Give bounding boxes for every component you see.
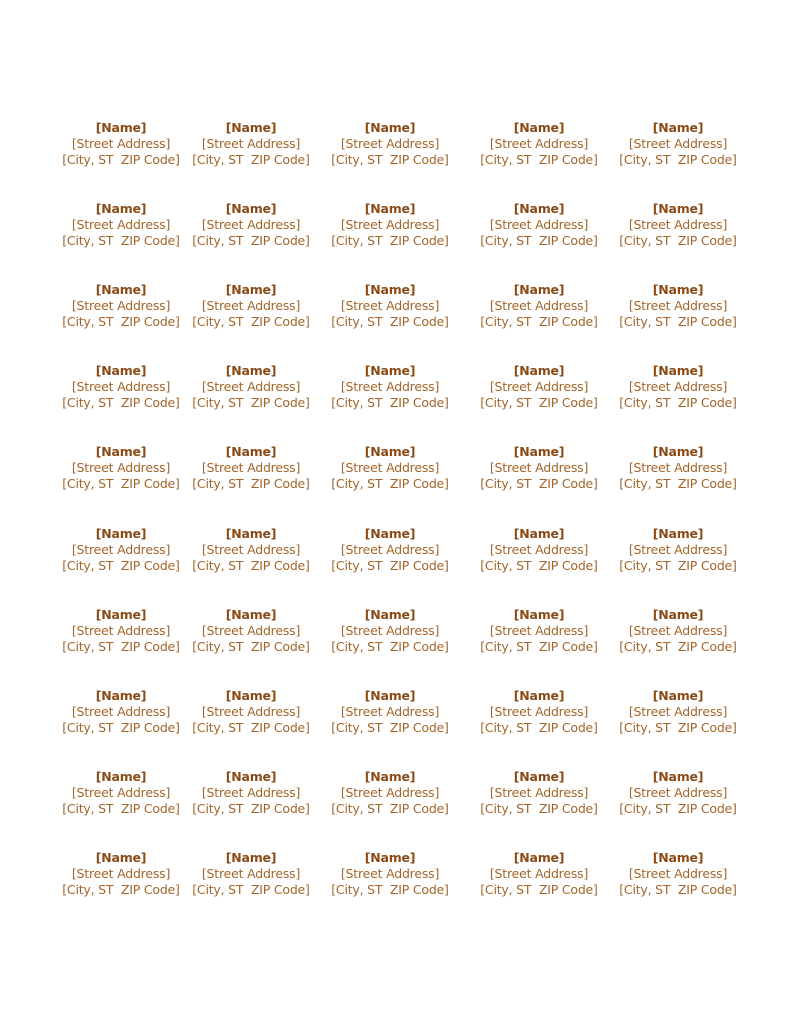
label-name: [Name] <box>95 687 147 703</box>
label-street-address: [Street Address] <box>340 622 440 638</box>
label-name: [Name] <box>225 606 277 622</box>
label-city-state-zip: [City, ST ZIP Code] <box>331 557 449 573</box>
label-name: [Name] <box>652 849 704 865</box>
label-city-state-zip: [City, ST ZIP Code] <box>62 800 180 816</box>
label-city-state-zip: [City, ST ZIP Code] <box>331 233 449 249</box>
label-street-address: [Street Address] <box>201 865 301 881</box>
label-street-address: [Street Address] <box>628 379 728 395</box>
address-label[interactable] <box>51 688 191 736</box>
address-label[interactable] <box>320 607 460 655</box>
label-city-state-zip: [City, ST ZIP Code] <box>619 557 737 573</box>
label-street-address: [Street Address] <box>489 136 589 151</box>
address-label[interactable] <box>320 850 460 898</box>
label-name: [Name] <box>225 687 277 703</box>
address-label[interactable] <box>608 282 748 330</box>
address-label[interactable] <box>51 526 191 574</box>
label-name: [Name] <box>225 363 277 379</box>
label-street-address: [Street Address] <box>628 865 728 881</box>
label-name: [Name] <box>225 525 277 541</box>
label-city-state-zip: [City, ST ZIP Code] <box>192 152 310 167</box>
address-label[interactable] <box>608 120 748 168</box>
label-name: [Name] <box>95 525 147 541</box>
label-name: [Name] <box>364 606 416 622</box>
label-city-state-zip: [City, ST ZIP Code] <box>62 152 180 167</box>
label-street-address: [Street Address] <box>201 541 301 557</box>
address-label[interactable] <box>320 201 460 249</box>
address-label[interactable] <box>320 769 460 817</box>
label-name: [Name] <box>225 282 277 298</box>
address-label[interactable] <box>51 282 191 330</box>
label-street-address: [Street Address] <box>489 298 589 314</box>
address-label[interactable] <box>608 769 748 817</box>
label-city-state-zip: [City, ST ZIP Code] <box>62 476 180 492</box>
address-label[interactable] <box>469 444 609 492</box>
label-street-address: [Street Address] <box>489 865 589 881</box>
label-street-address: [Street Address] <box>71 541 171 557</box>
label-name: [Name] <box>95 849 147 865</box>
label-street-address: [Street Address] <box>340 217 440 233</box>
label-street-address: [Street Address] <box>201 622 301 638</box>
label-street-address: [Street Address] <box>71 136 171 151</box>
label-name: [Name] <box>364 768 416 784</box>
label-city-state-zip: [City, ST ZIP Code] <box>192 395 310 411</box>
label-street-address: [Street Address] <box>340 136 440 151</box>
label-city-state-zip: [City, ST ZIP Code] <box>331 719 449 735</box>
label-street-address: [Street Address] <box>628 541 728 557</box>
label-city-state-zip: [City, ST ZIP Code] <box>192 476 310 492</box>
address-label[interactable] <box>51 607 191 655</box>
label-name: [Name] <box>652 606 704 622</box>
address-label[interactable] <box>469 850 609 898</box>
label-city-state-zip: [City, ST ZIP Code] <box>619 395 737 411</box>
label-city-state-zip: [City, ST ZIP Code] <box>62 395 180 411</box>
address-label[interactable] <box>320 120 460 168</box>
address-label[interactable] <box>181 444 321 492</box>
label-city-state-zip: [City, ST ZIP Code] <box>480 233 598 249</box>
label-city-state-zip: [City, ST ZIP Code] <box>480 638 598 654</box>
label-name: [Name] <box>364 444 416 460</box>
label-city-state-zip: [City, ST ZIP Code] <box>619 233 737 249</box>
label-city-state-zip: [City, ST ZIP Code] <box>62 719 180 735</box>
address-label[interactable] <box>51 850 191 898</box>
label-street-address: [Street Address] <box>628 136 728 151</box>
label-name: [Name] <box>95 606 147 622</box>
label-street-address: [Street Address] <box>628 784 728 800</box>
label-street-address: [Street Address] <box>201 217 301 233</box>
label-city-state-zip: [City, ST ZIP Code] <box>480 314 598 330</box>
label-name: [Name] <box>95 120 147 135</box>
address-label[interactable] <box>51 201 191 249</box>
label-name: [Name] <box>652 444 704 460</box>
address-label[interactable] <box>181 850 321 898</box>
label-name: [Name] <box>225 768 277 784</box>
label-name: [Name] <box>652 525 704 541</box>
label-city-state-zip: [City, ST ZIP Code] <box>62 314 180 330</box>
address-label[interactable] <box>320 688 460 736</box>
label-street-address: [Street Address] <box>201 136 301 151</box>
label-city-state-zip: [City, ST ZIP Code] <box>331 476 449 492</box>
label-name: [Name] <box>364 201 416 217</box>
address-label[interactable] <box>469 201 609 249</box>
address-label[interactable] <box>181 607 321 655</box>
label-name: [Name] <box>364 120 416 135</box>
label-name: [Name] <box>513 525 565 541</box>
label-street-address: [Street Address] <box>71 865 171 881</box>
label-street-address: [Street Address] <box>71 379 171 395</box>
label-street-address: [Street Address] <box>71 217 171 233</box>
label-city-state-zip: [City, ST ZIP Code] <box>62 881 180 897</box>
label-city-state-zip: [City, ST ZIP Code] <box>62 233 180 249</box>
label-street-address: [Street Address] <box>489 217 589 233</box>
address-label[interactable] <box>181 282 321 330</box>
label-name: [Name] <box>364 525 416 541</box>
label-city-state-zip: [City, ST ZIP Code] <box>480 152 598 167</box>
label-city-state-zip: [City, ST ZIP Code] <box>619 476 737 492</box>
label-street-address: [Street Address] <box>71 622 171 638</box>
label-name: [Name] <box>513 687 565 703</box>
label-name: [Name] <box>652 768 704 784</box>
label-street-address: [Street Address] <box>340 784 440 800</box>
label-street-address: [Street Address] <box>628 622 728 638</box>
label-name: [Name] <box>95 363 147 379</box>
address-label[interactable] <box>608 201 748 249</box>
label-street-address: [Street Address] <box>340 703 440 719</box>
label-street-address: [Street Address] <box>489 703 589 719</box>
address-label[interactable] <box>320 282 460 330</box>
label-city-state-zip: [City, ST ZIP Code] <box>619 314 737 330</box>
address-label[interactable] <box>181 688 321 736</box>
label-name: [Name] <box>225 849 277 865</box>
address-label[interactable] <box>469 769 609 817</box>
label-name: [Name] <box>652 120 704 135</box>
label-street-address: [Street Address] <box>340 379 440 395</box>
address-label[interactable] <box>51 363 191 411</box>
label-city-state-zip: [City, ST ZIP Code] <box>619 719 737 735</box>
address-label[interactable] <box>181 120 321 168</box>
label-city-state-zip: [City, ST ZIP Code] <box>619 881 737 897</box>
label-city-state-zip: [City, ST ZIP Code] <box>331 152 449 167</box>
address-label[interactable] <box>469 282 609 330</box>
label-city-state-zip: [City, ST ZIP Code] <box>192 557 310 573</box>
address-label[interactable] <box>181 363 321 411</box>
label-name: [Name] <box>225 444 277 460</box>
label-city-state-zip: [City, ST ZIP Code] <box>480 881 598 897</box>
address-label[interactable] <box>51 444 191 492</box>
address-label[interactable] <box>469 363 609 411</box>
address-label[interactable] <box>469 526 609 574</box>
label-city-state-zip: [City, ST ZIP Code] <box>480 557 598 573</box>
label-name: [Name] <box>364 849 416 865</box>
label-street-address: [Street Address] <box>340 298 440 314</box>
label-street-address: [Street Address] <box>628 298 728 314</box>
label-street-address: [Street Address] <box>489 541 589 557</box>
address-label[interactable] <box>51 120 191 168</box>
label-name: [Name] <box>513 120 565 135</box>
label-name: [Name] <box>513 201 565 217</box>
label-street-address: [Street Address] <box>489 784 589 800</box>
label-street-address: [Street Address] <box>71 703 171 719</box>
label-street-address: [Street Address] <box>201 298 301 314</box>
label-city-state-zip: [City, ST ZIP Code] <box>619 152 737 167</box>
label-name: [Name] <box>95 444 147 460</box>
label-name: [Name] <box>652 687 704 703</box>
label-city-state-zip: [City, ST ZIP Code] <box>331 314 449 330</box>
label-street-address: [Street Address] <box>489 622 589 638</box>
address-label[interactable] <box>469 607 609 655</box>
address-label[interactable] <box>320 444 460 492</box>
label-city-state-zip: [City, ST ZIP Code] <box>62 638 180 654</box>
address-label[interactable] <box>608 607 748 655</box>
label-name: [Name] <box>225 201 277 217</box>
label-street-address: [Street Address] <box>71 460 171 476</box>
label-city-state-zip: [City, ST ZIP Code] <box>192 638 310 654</box>
label-street-address: [Street Address] <box>201 784 301 800</box>
label-street-address: [Street Address] <box>628 460 728 476</box>
address-label[interactable] <box>608 363 748 411</box>
label-city-state-zip: [City, ST ZIP Code] <box>192 314 310 330</box>
label-name: [Name] <box>364 363 416 379</box>
label-street-address: [Street Address] <box>628 217 728 233</box>
label-city-state-zip: [City, ST ZIP Code] <box>331 638 449 654</box>
label-street-address: [Street Address] <box>340 865 440 881</box>
label-city-state-zip: [City, ST ZIP Code] <box>192 233 310 249</box>
label-name: [Name] <box>95 768 147 784</box>
label-city-state-zip: [City, ST ZIP Code] <box>480 800 598 816</box>
label-name: [Name] <box>513 849 565 865</box>
label-name: [Name] <box>652 363 704 379</box>
address-label[interactable] <box>608 688 748 736</box>
label-name: [Name] <box>513 606 565 622</box>
label-name: [Name] <box>652 282 704 298</box>
label-city-state-zip: [City, ST ZIP Code] <box>331 800 449 816</box>
label-name: [Name] <box>95 201 147 217</box>
label-city-state-zip: [City, ST ZIP Code] <box>619 800 737 816</box>
label-street-address: [Street Address] <box>489 379 589 395</box>
label-city-state-zip: [City, ST ZIP Code] <box>619 638 737 654</box>
label-street-address: [Street Address] <box>340 541 440 557</box>
label-street-address: [Street Address] <box>340 460 440 476</box>
label-name: [Name] <box>95 282 147 298</box>
label-street-address: [Street Address] <box>71 298 171 314</box>
address-label[interactable] <box>51 769 191 817</box>
address-label[interactable] <box>608 526 748 574</box>
label-name: [Name] <box>513 363 565 379</box>
label-name: [Name] <box>513 282 565 298</box>
address-label[interactable] <box>181 769 321 817</box>
label-city-state-zip: [City, ST ZIP Code] <box>480 476 598 492</box>
label-city-state-zip: [City, ST ZIP Code] <box>192 800 310 816</box>
label-city-state-zip: [City, ST ZIP Code] <box>480 719 598 735</box>
label-city-state-zip: [City, ST ZIP Code] <box>331 881 449 897</box>
address-label[interactable] <box>469 688 609 736</box>
address-label[interactable] <box>320 363 460 411</box>
label-city-state-zip: [City, ST ZIP Code] <box>192 881 310 897</box>
label-city-state-zip: [City, ST ZIP Code] <box>480 395 598 411</box>
label-name: [Name] <box>513 444 565 460</box>
label-street-address: [Street Address] <box>201 379 301 395</box>
label-city-state-zip: [City, ST ZIP Code] <box>192 719 310 735</box>
label-city-state-zip: [City, ST ZIP Code] <box>331 395 449 411</box>
address-label[interactable] <box>608 444 748 492</box>
label-name: [Name] <box>225 120 277 135</box>
label-street-address: [Street Address] <box>201 460 301 476</box>
label-street-address: [Street Address] <box>71 784 171 800</box>
label-name: [Name] <box>364 282 416 298</box>
label-street-address: [Street Address] <box>201 703 301 719</box>
address-label[interactable] <box>181 201 321 249</box>
address-label[interactable] <box>469 120 609 168</box>
label-name: [Name] <box>364 687 416 703</box>
address-label[interactable] <box>608 850 748 898</box>
label-street-address: [Street Address] <box>489 460 589 476</box>
address-label[interactable] <box>320 526 460 574</box>
label-street-address: [Street Address] <box>628 703 728 719</box>
address-label[interactable] <box>181 526 321 574</box>
label-city-state-zip: [City, ST ZIP Code] <box>62 557 180 573</box>
label-name: [Name] <box>513 768 565 784</box>
label-name: [Name] <box>652 201 704 217</box>
